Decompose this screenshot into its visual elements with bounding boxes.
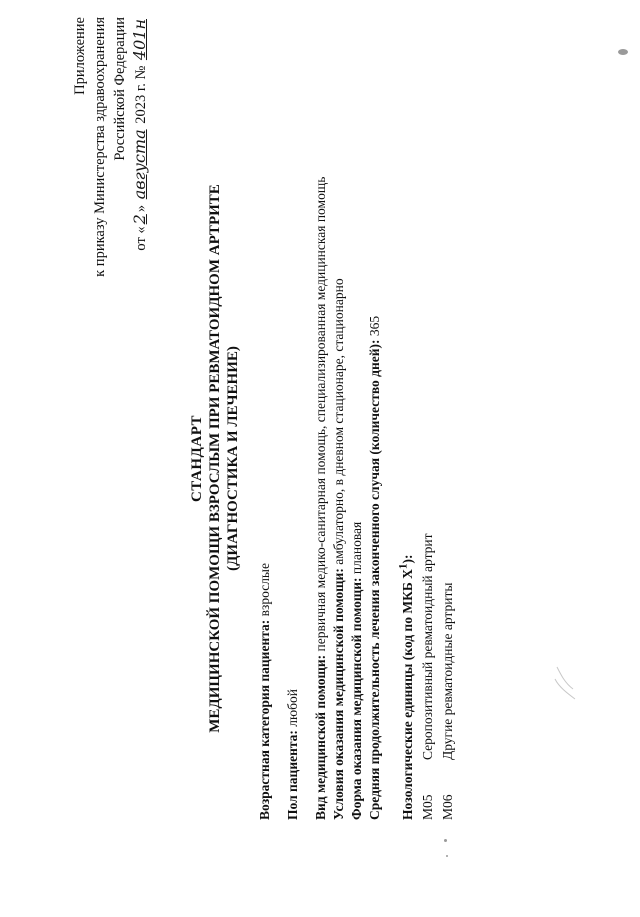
order-month: августа xyxy=(130,129,149,200)
sex-label: Пол пациента: xyxy=(285,730,300,820)
ministry-line: Российской Федерации xyxy=(112,17,128,161)
form-value: плановая xyxy=(349,521,364,578)
scan-speck xyxy=(446,855,448,857)
order-line: к приказу Министерства здравоохранения xyxy=(92,17,108,277)
care-type xyxy=(312,20,330,820)
nosology-heading xyxy=(394,20,417,820)
sex-value: любой xyxy=(285,689,300,731)
appendix-label: Приложение xyxy=(72,17,88,95)
conditions-value: амбулаторно, в дневном стационаре, стационарно xyxy=(331,278,346,569)
nosology-end: ): xyxy=(399,554,415,564)
order-number: 401н xyxy=(130,19,149,61)
form-label: Форма оказания медицинской помощи: xyxy=(349,577,364,820)
date-prefix: от « xyxy=(133,226,149,251)
order-day: 2 xyxy=(130,214,149,225)
icd-code: M05 xyxy=(419,794,435,820)
standard-parameters xyxy=(256,20,457,820)
treatment-duration xyxy=(366,20,384,820)
care-type-label: Вид медицинской помощи: xyxy=(313,654,328,820)
duration-label: Средняя продолжительность лечения законченного случая (количество дней): xyxy=(367,339,382,820)
title-scope: (ДИАГНОСТИКА И ЛЕЧЕНИЕ) xyxy=(225,346,241,571)
order-year: 2023 г. № xyxy=(133,62,149,128)
scan-speck xyxy=(444,839,447,842)
age-category xyxy=(256,20,274,820)
order-date-line xyxy=(130,17,151,447)
age-label: Возрастная категория пациента: xyxy=(257,619,272,820)
scan-speck xyxy=(618,49,628,55)
standard-title xyxy=(188,0,242,917)
icd-description: Другие ревматоидные артриты xyxy=(439,582,455,760)
appendix-header xyxy=(70,17,151,447)
date-mid: » xyxy=(133,201,149,213)
age-value: взрослые xyxy=(257,563,272,620)
duration-value: 365 xyxy=(367,315,382,340)
footnote-marker: 1 xyxy=(397,563,409,570)
care-type-value: первичная медико-санитарная помощь, специализированная медицинская помощь xyxy=(313,176,328,655)
pen-mark-scribble xyxy=(545,657,585,707)
icd-description: Серопозитивный ревматоидный артрит xyxy=(419,533,435,760)
nosology-row xyxy=(439,20,457,820)
nosology-label: Нозологические единицы (код по МКБ X xyxy=(399,569,415,820)
care-conditions xyxy=(330,20,348,820)
patient-sex xyxy=(284,20,302,820)
conditions-label: Условия оказания медицинской помощи: xyxy=(331,568,346,820)
title-subject: МЕДИЦИНСКОЙ ПОМОЩИ ВЗРОСЛЫМ ПРИ РЕВМАТОИДНОМ АРТРИТЕ xyxy=(207,184,223,733)
title-standard: СТАНДАРТ xyxy=(189,414,205,503)
nosology-row xyxy=(419,20,437,820)
care-form xyxy=(348,20,366,820)
icd-code: M06 xyxy=(439,794,455,820)
